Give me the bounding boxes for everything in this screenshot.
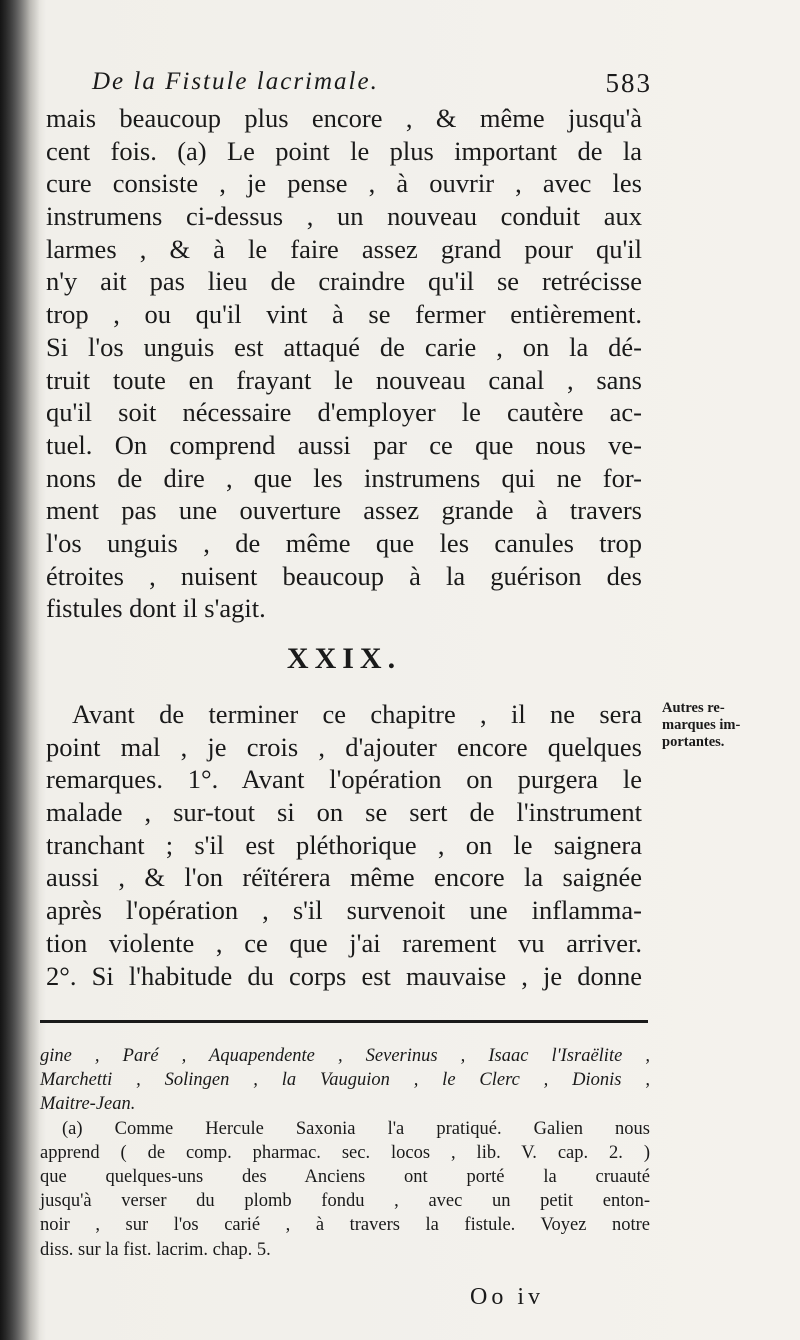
running-title: De la Fistule lacrimale. [92, 68, 379, 95]
text-line: remarques. 1°. Avant l'opération on purgera le [46, 764, 642, 795]
text-line: trop , ou qu'il vint à se fermer entièrement. [46, 299, 642, 330]
paragraph-continued [46, 102, 642, 625]
footnotes [40, 1044, 650, 1262]
text-line: ment pas une ouverture assez grande à travers [46, 495, 642, 526]
footnote-rule [40, 1020, 648, 1023]
footnote-line: apprend ( de comp. pharmac. sec. locos , lib. V. cap. 2. ) [40, 1142, 650, 1163]
footnote-line: diss. sur la fist. lacrim. chap. 5. [40, 1239, 271, 1260]
text-line: étroites , nuisent beaucoup à la guérison des [46, 560, 642, 591]
margin-note-line: marques im- [662, 717, 741, 733]
footnote-line: (a) Comme Hercule Saxonia l'a pratiqué. Galien nous [62, 1118, 650, 1139]
text-line: mais beaucoup plus encore , & même jusqu'à [46, 103, 642, 133]
footnote-line: gine , Paré , Aquapendente , Severinus , Isaac l'Israëlite , [40, 1046, 650, 1066]
footnote-line: Maitre-Jean. [40, 1094, 136, 1115]
text-line: truit toute en frayant le nouveau canal , sans [46, 364, 642, 395]
text-line: 2°. Si l'habitude du corps est mauvaise , je donne [46, 960, 642, 991]
signature-mark: Oo iv [470, 1284, 544, 1310]
text-line: malade , sur-tout si on se sert de l'instrument [46, 797, 642, 828]
text-line: cent fois. (a) Le point le plus important de la [46, 135, 642, 166]
margin-note-line: Autres re- [662, 700, 725, 716]
text-line: tuel. On comprend aussi par ce que nous ve- [46, 429, 642, 460]
text-line: Avant de terminer ce chapitre , il ne sera [72, 699, 642, 729]
section-heading: XXIX. [286, 642, 402, 675]
binding-shadow [0, 0, 40, 1340]
page-number: 583 [605, 68, 652, 98]
text-line: n'y ait pas lieu de craindre qu'il se retrécisse [46, 266, 642, 297]
footnote-line: jusqu'à verser du plomb fondu , avec un petit enton- [40, 1191, 650, 1212]
footnote-line: Marchetti , Solingen , la Vauguion , le Clerc , Dionis , [40, 1070, 650, 1091]
text-line: instrumens ci-dessus , un nouveau conduit aux [46, 201, 642, 232]
footnote-line: que quelques-uns des Anciens ont porté la cruauté [40, 1166, 650, 1187]
footnote-line: noir , sur l'os carié , à travers la fistule. Voyez notre [40, 1215, 650, 1236]
margin-note-line: portantes. [662, 734, 725, 750]
text-line: tion violente , ce que j'ai rarement vu arriver. [46, 927, 642, 958]
text-line: fistules dont il s'agit. [46, 593, 266, 624]
margin-note [662, 700, 772, 751]
text-line: après l'opération , s'il survenoit une inflamma- [46, 895, 642, 926]
text-line: point mal , je crois , d'ajouter encore quelques [46, 731, 642, 762]
text-line: cure consiste , je pense , à ouvrir , avec les [46, 168, 642, 199]
text-line: qu'il soit nécessaire d'employer le cautère ac- [46, 397, 642, 428]
text-line: l'os unguis , de même que les canules trop [46, 527, 642, 558]
text-line: nons de dire , que les instrumens qui ne for- [46, 462, 642, 493]
text-line: larmes , & à le faire assez grand pour qu'il [46, 233, 642, 264]
text-line: tranchant ; s'il est pléthorique , on le saignera [46, 829, 642, 860]
paragraph-section-29 [46, 698, 642, 992]
text-line: Si l'os unguis est attaqué de carie , on la dé- [46, 331, 642, 362]
text-line: aussi , & l'on réïtérera même encore la saignée [46, 862, 642, 893]
